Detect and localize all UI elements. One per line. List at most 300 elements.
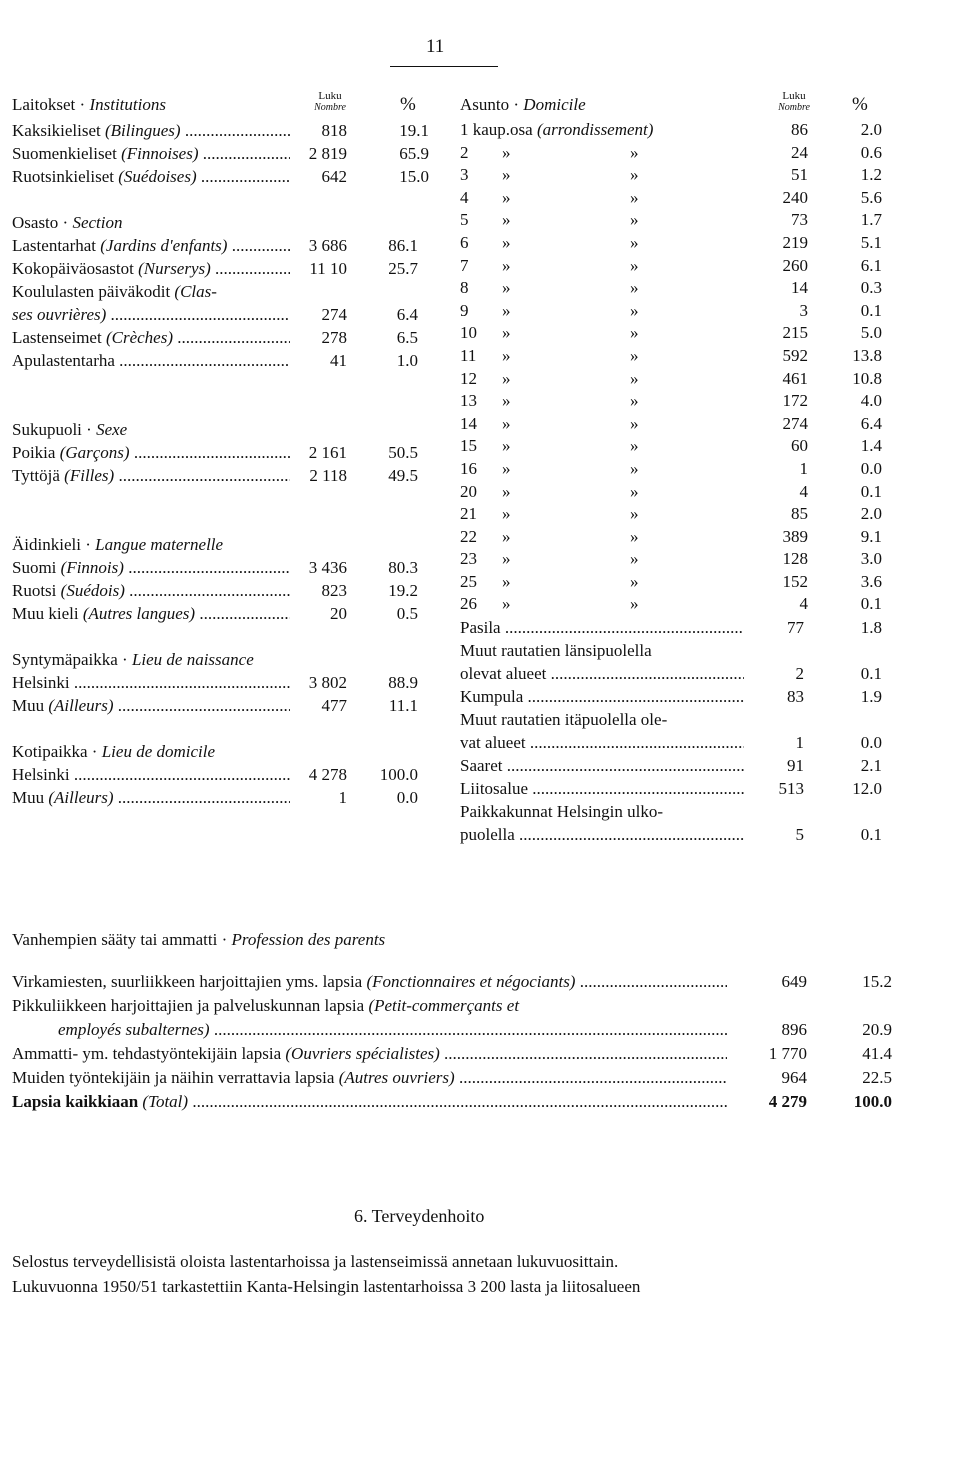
ditto-mark: » <box>630 571 639 591</box>
row-label <box>12 326 290 349</box>
row-label-text: olevat alueet <box>460 664 547 684</box>
row-percent: 9.1 <box>860 526 882 546</box>
district-number: 4 <box>460 187 469 207</box>
row-count: 152 <box>782 571 808 591</box>
leader-dots <box>197 167 290 186</box>
row-count: 240 <box>782 187 808 207</box>
sex-table <box>12 441 432 487</box>
row-label-text: Kumpula <box>460 687 524 707</box>
row-label-fi: Suomenkieliset <box>12 144 117 163</box>
row-percent: 5.1 <box>860 232 882 252</box>
leader-dots <box>188 1092 727 1111</box>
row-label-fi: Tyttöjä <box>12 466 60 485</box>
ditto-mark: » <box>630 210 639 230</box>
row-label-fr: (Nurserys) <box>138 259 211 278</box>
row-label-fi: 1 kaup.osa <box>460 120 533 139</box>
ditto-mark: » <box>502 413 511 433</box>
row-percent: 0.1 <box>860 481 882 501</box>
row-label <box>12 464 290 487</box>
table-row <box>12 602 432 625</box>
row-percent: 13.8 <box>852 345 882 365</box>
leader-dots <box>546 664 744 683</box>
row-percent: 0.0 <box>860 458 882 478</box>
table-row <box>12 970 942 994</box>
row-percent: 0.3 <box>860 278 882 298</box>
row-count: 4 279 <box>768 1092 807 1111</box>
row-label <box>460 616 744 639</box>
domicile-header: Kotipaikka · Lieu de domicile <box>12 742 216 761</box>
sex-header: Sukupuoli · Sexe <box>12 420 128 439</box>
row-label <box>58 1018 727 1042</box>
district-number: 10 <box>460 323 477 343</box>
row-label <box>460 754 744 777</box>
district-number: 22 <box>460 526 477 546</box>
row-label-fr: (Clas- <box>174 282 217 301</box>
row-label-fr: ses ouvrières) <box>12 305 107 324</box>
row-percent: 12.0 <box>852 779 882 799</box>
table-row <box>460 277 950 300</box>
row-label-fi: Poikia <box>12 443 56 462</box>
ditto-mark: » <box>502 504 511 524</box>
row-percent: 2.0 <box>860 120 882 139</box>
table-row <box>460 209 950 232</box>
row-label-fi: Kokopäiväosastot <box>12 259 134 278</box>
row-count: 2 819 <box>308 144 347 163</box>
row-label-fr: (Fonctionnaires et négociants) <box>366 972 576 991</box>
section-6-heading: 6. Terveydenhoito <box>354 1206 485 1226</box>
row-percent: 50.5 <box>388 443 418 462</box>
row-label <box>12 1090 727 1114</box>
row-count: 1 <box>795 733 804 753</box>
row-percent: 0.6 <box>860 142 882 162</box>
row-label-fi: Koululasten päiväkodit <box>12 282 171 301</box>
row-percent: 10.8 <box>852 368 882 388</box>
row-label <box>460 119 653 142</box>
row-percent: 19.2 <box>388 581 418 600</box>
row-count: 219 <box>782 232 808 252</box>
row-count: 4 <box>799 481 808 501</box>
row-label <box>460 685 744 708</box>
row-count: 11 10 <box>309 259 347 278</box>
row-label-fr: (Suédoises) <box>118 167 197 186</box>
district-number: 11 <box>460 345 477 365</box>
row-label <box>12 970 727 994</box>
table-row <box>12 1066 942 1090</box>
row-label-fi: Ammatti- ym. tehdastyöntekijäin lapsia <box>12 1044 282 1063</box>
row-count: 5 <box>795 825 804 845</box>
ditto-mark: » <box>630 458 639 478</box>
parents-header: Vanhempien sääty tai ammatti · Profession des parents <box>12 930 386 949</box>
table-row <box>12 763 432 786</box>
row-percent: 25.7 <box>388 259 418 278</box>
section-6-line-2: Lukuvuonna 1950/51 tarkastettiin Kanta-Helsingin lastentarhoissa 3 200 lasta ja liitosalueen <box>12 1277 641 1296</box>
table-row <box>460 187 950 210</box>
ditto-mark: » <box>630 345 639 365</box>
row-percent: 86.1 <box>388 236 418 255</box>
row-count: 649 <box>781 972 807 991</box>
language-header: Äidinkieli · Langue maternelle <box>12 535 224 554</box>
table-row <box>12 994 942 1018</box>
row-label-fi: Ruotsi <box>12 581 57 600</box>
row-label <box>460 777 744 800</box>
ditto-mark: » <box>502 345 511 365</box>
row-label-fr: employés subalternes) <box>58 1020 210 1039</box>
row-label-text: vat alueet <box>460 733 526 753</box>
row-label-text: Pasila <box>460 618 501 638</box>
row-label-fr: (Ailleurs) <box>48 696 114 715</box>
table-row <box>460 232 950 255</box>
district-number: 14 <box>460 413 477 433</box>
table-row <box>12 119 432 142</box>
row-count: 513 <box>778 779 804 799</box>
table-row <box>12 165 432 188</box>
row-percent: 100.0 <box>379 765 418 784</box>
table-row <box>460 458 950 481</box>
row-percent: 0.0 <box>396 788 418 807</box>
row-percent: 6.1 <box>860 255 882 275</box>
district-number: 5 <box>460 210 469 230</box>
row-percent: 20.9 <box>862 1020 892 1039</box>
row-label-fi: Helsinki <box>12 673 70 692</box>
ditto-mark: » <box>502 165 511 185</box>
table-row <box>12 349 432 372</box>
ditto-mark: » <box>502 255 511 275</box>
table-row <box>12 556 432 579</box>
row-label-fi: Suomi <box>12 558 57 577</box>
row-count: 274 <box>321 305 347 324</box>
row-count: 83 <box>787 687 804 707</box>
row-label-fr: (Crèches) <box>105 328 173 347</box>
ditto-mark: » <box>502 481 511 501</box>
table-row <box>12 671 432 694</box>
row-percent: 6.4 <box>860 413 882 433</box>
page-number-rule <box>390 66 498 67</box>
table-row <box>460 368 950 391</box>
row-percent: 1.8 <box>860 618 882 638</box>
row-label-text: Paikkakunnat Helsingin ulko- <box>460 802 664 822</box>
row-label <box>12 694 290 717</box>
row-label-fi: Ruotsinkieliset <box>12 167 114 186</box>
table-row <box>460 754 950 777</box>
ditto-mark: » <box>630 526 639 546</box>
row-percent: 0.1 <box>860 664 882 684</box>
table-row <box>460 481 950 504</box>
row-label-fr: (Petit-commerçants et <box>368 996 520 1015</box>
row-count: 24 <box>791 142 808 162</box>
row-count: 1 <box>338 788 347 807</box>
ditto-mark: » <box>502 278 511 298</box>
ditto-mark: » <box>630 255 639 275</box>
district-number: 8 <box>460 278 469 298</box>
row-count: 3 436 <box>308 558 347 577</box>
row-percent: 1.0 <box>396 351 418 370</box>
count-column-header: Luku Nombre <box>314 90 346 113</box>
table-row <box>12 1090 942 1114</box>
row-label-fi: Lapsia kaikkiaan <box>12 1092 139 1111</box>
row-label <box>12 234 290 257</box>
row-percent: 4.0 <box>860 391 882 411</box>
row-label <box>460 639 744 662</box>
row-percent: 41.4 <box>862 1044 892 1063</box>
row-label <box>12 349 290 372</box>
row-label-fi: Kaksikieliset <box>12 121 101 140</box>
leader-dots <box>114 696 290 715</box>
row-label-text: Muut rautatien länsipuolella <box>460 641 652 661</box>
section-6-line-1: Selostus terveydellisistä oloista lastentarhoissa ja lastenseimissä annetaan lukuvuosittain. <box>12 1252 619 1271</box>
row-label <box>12 165 290 188</box>
ditto-mark: » <box>502 232 511 252</box>
table-row <box>12 464 432 487</box>
ditto-mark: » <box>502 187 511 207</box>
row-label-fi: Apulastentarha <box>12 351 115 370</box>
row-label-fr: (Finnois) <box>60 558 124 577</box>
row-count: 20 <box>330 604 347 623</box>
ditto-mark: » <box>502 368 511 388</box>
row-count: 278 <box>321 328 347 347</box>
row-percent: 0.1 <box>860 825 882 845</box>
page-number: 11 <box>426 36 445 57</box>
leader-dots <box>455 1068 727 1087</box>
row-label <box>12 303 290 326</box>
row-count: 172 <box>782 391 808 411</box>
row-count: 461 <box>782 368 808 388</box>
row-count: 4 <box>799 594 808 614</box>
row-label <box>12 786 290 809</box>
table-row <box>12 441 432 464</box>
row-label <box>12 579 290 602</box>
row-count: 14 <box>791 278 808 298</box>
district-number: 26 <box>460 594 477 614</box>
row-count: 964 <box>781 1068 807 1087</box>
row-count: 128 <box>782 549 808 569</box>
table-row <box>12 257 432 280</box>
ditto-mark: » <box>630 278 639 298</box>
leader-dots <box>211 259 290 278</box>
district-number: 2 <box>460 142 469 162</box>
row-count: 1 770 <box>768 1044 807 1063</box>
ditto-mark: » <box>630 142 639 162</box>
row-count: 818 <box>321 121 347 140</box>
ditto-mark: » <box>502 594 511 614</box>
ditto-mark: » <box>630 481 639 501</box>
housing-header: Asunto · Domicile Luku Nombre % <box>460 91 950 119</box>
leader-dots <box>440 1044 727 1063</box>
row-count: 274 <box>782 413 808 433</box>
row-label-fi: Lastenseimet <box>12 328 102 347</box>
district-number: 15 <box>460 436 477 456</box>
row-label-fr: (Garçons) <box>59 443 130 462</box>
table-row <box>460 800 950 823</box>
section-table <box>12 234 432 372</box>
ditto-mark: » <box>502 549 511 569</box>
row-label-fr: (Total) <box>142 1092 189 1111</box>
table-row <box>460 685 950 708</box>
table-row <box>460 164 950 187</box>
table-row <box>460 322 950 345</box>
row-count: 215 <box>782 323 808 343</box>
row-label-fr: (Suédois) <box>60 581 125 600</box>
leader-dots <box>181 121 290 140</box>
table-row <box>460 823 950 846</box>
table-row <box>12 280 432 303</box>
row-percent: 6.4 <box>396 305 418 324</box>
leader-dots <box>125 581 290 600</box>
row-label <box>12 602 290 625</box>
leader-dots <box>106 305 290 324</box>
row-label-fi: Virkamiesten, suurliikkeen harjoittajien yms. lapsia <box>12 972 363 991</box>
row-count: 642 <box>321 167 347 186</box>
row-label-fi: Muu <box>12 788 45 807</box>
row-label-fi: Pikkuliikkeen harjoittajien ja palveluskunnan lapsia <box>12 996 365 1015</box>
row-count: 86 <box>791 120 808 139</box>
birthplace-header: Syntymäpaikka · Lieu de naissance <box>12 650 254 669</box>
row-count: 2 161 <box>308 443 347 462</box>
row-label-fi: Lastentarhat <box>12 236 97 255</box>
row-label-fr: (Jardins d'enfants) <box>100 236 228 255</box>
housing-extra-table <box>460 616 950 846</box>
row-label <box>12 671 290 694</box>
leader-dots <box>114 466 290 485</box>
row-label <box>12 119 290 142</box>
parents-table-block <box>12 928 942 1114</box>
row-label <box>460 662 744 685</box>
ditto-mark: » <box>502 458 511 478</box>
row-percent: 49.5 <box>388 466 418 485</box>
table-row <box>12 234 432 257</box>
section-header: Osasto · Section <box>12 213 123 232</box>
row-count: 41 <box>330 351 347 370</box>
row-percent: 3.0 <box>860 549 882 569</box>
ditto-mark: » <box>502 300 511 320</box>
leader-dots <box>195 604 290 623</box>
row-percent: 100.0 <box>853 1092 892 1111</box>
ditto-mark: » <box>630 391 639 411</box>
row-percent: 11.1 <box>388 696 418 715</box>
row-label-text: puolella <box>460 825 515 845</box>
ditto-mark: » <box>630 504 639 524</box>
table-row <box>460 548 950 571</box>
leader-dots <box>575 972 727 991</box>
row-percent: 5.6 <box>860 187 882 207</box>
row-percent: 80.3 <box>388 558 418 577</box>
row-percent: 19.1 <box>399 121 429 140</box>
district-number: 16 <box>460 458 477 478</box>
table-row <box>460 777 950 800</box>
row-count: 51 <box>791 165 808 185</box>
row-count: 73 <box>791 210 808 230</box>
district-number: 12 <box>460 368 477 388</box>
district-number: 9 <box>460 300 469 320</box>
table-row <box>460 255 950 278</box>
row-label-fr: (Autres ouvriers) <box>338 1068 455 1087</box>
leader-dots <box>502 756 744 775</box>
leader-dots <box>501 618 744 637</box>
table-row <box>12 786 432 809</box>
leader-dots <box>199 144 290 163</box>
institutions-title-fi: Laitokset <box>12 95 76 114</box>
row-label-fr: (Finnoises) <box>121 144 199 163</box>
row-count: 260 <box>782 255 808 275</box>
district-number: 7 <box>460 255 469 275</box>
row-label-fr: (Filles) <box>64 466 115 485</box>
row-count: 477 <box>321 696 347 715</box>
row-percent: 5.0 <box>860 323 882 343</box>
row-label-fi: Helsinki <box>12 765 70 784</box>
district-number: 6 <box>460 232 469 252</box>
table-row <box>460 503 950 526</box>
leader-dots <box>124 558 290 577</box>
row-label-fr: (Ouvriers spécialistes) <box>285 1044 440 1063</box>
ditto-mark: » <box>502 391 511 411</box>
row-label-fr: (Bilingues) <box>105 121 181 140</box>
row-percent: 0.1 <box>860 300 882 320</box>
ditto-mark: » <box>630 187 639 207</box>
district-number: 25 <box>460 571 477 591</box>
ditto-mark: » <box>630 165 639 185</box>
ditto-mark: » <box>502 323 511 343</box>
ditto-mark: » <box>630 300 639 320</box>
row-count: 91 <box>787 756 804 776</box>
row-label-text: Liitosalue <box>460 779 528 799</box>
district-number: 21 <box>460 504 477 524</box>
table-row <box>12 326 432 349</box>
table-row <box>460 142 950 165</box>
row-percent: 0.1 <box>860 594 882 614</box>
leader-dots <box>115 351 290 370</box>
row-percent: 22.5 <box>862 1068 892 1087</box>
leader-dots <box>210 1020 727 1039</box>
percent-column-header: % <box>400 94 416 115</box>
table-row <box>460 639 950 662</box>
leader-dots <box>114 788 290 807</box>
row-percent: 2.0 <box>860 504 882 524</box>
row-label-fr: (Autres langues) <box>82 604 196 623</box>
right-column <box>460 91 950 846</box>
row-label <box>12 441 290 464</box>
row-count: 592 <box>782 345 808 365</box>
row-label-text: Saaret <box>460 756 503 776</box>
ditto-mark: » <box>502 571 511 591</box>
row-count: 60 <box>791 436 808 456</box>
institutions-header: Laitokset · Institutions Luku Nombre % <box>12 91 432 119</box>
leader-dots <box>70 673 290 692</box>
row-count: 389 <box>782 526 808 546</box>
ditto-mark: » <box>630 413 639 433</box>
table-row <box>460 662 950 685</box>
row-label-fr: (Ailleurs) <box>48 788 114 807</box>
row-percent: 0.0 <box>860 733 882 753</box>
housing-count-column-header: Luku Nombre <box>778 90 810 113</box>
table-row <box>12 303 432 326</box>
row-count: 2 <box>795 664 804 684</box>
table-row <box>460 616 950 639</box>
ditto-mark: » <box>502 436 511 456</box>
ditto-mark: » <box>630 232 639 252</box>
housing-percent-column-header: % <box>852 94 868 115</box>
row-label <box>12 763 290 786</box>
row-label-fi: Muiden työntekijäin ja näihin verrattavia lapsia <box>12 1068 335 1087</box>
row-count: 3 <box>799 300 808 320</box>
leader-dots <box>227 236 290 255</box>
row-label-fi: Muu <box>12 696 45 715</box>
row-percent: 6.5 <box>396 328 418 347</box>
institutions-title-fr: Institutions <box>89 95 166 114</box>
row-label <box>460 800 744 823</box>
row-percent: 1.7 <box>860 210 882 230</box>
table-row <box>460 708 950 731</box>
table-row <box>12 579 432 602</box>
row-label <box>12 1066 727 1090</box>
